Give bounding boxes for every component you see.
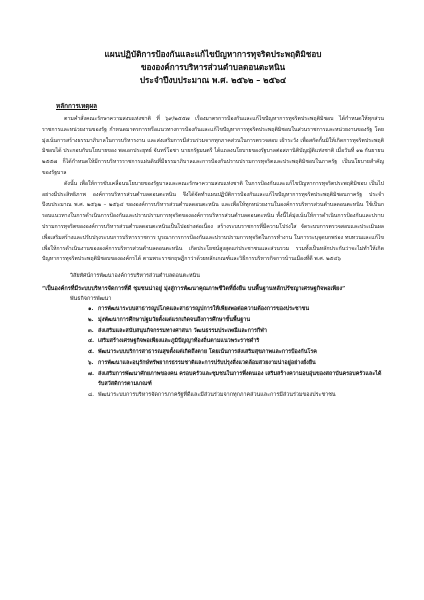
- paragraph-1: ตามคำสั่งคณะรักษาความสงบแห่งชาติ ที่ ๖๙/๒๕๕๗ เรื่องมาตรการป้องกันและแก้ไขปัญหาการทุจริตประพฤติมิชอบ ได้กำหนดให้ทุกส่วนราชการและหน่วยงานของรัฐ กำหนดมาตรการหรือแนวทางการป้องกันและแก้ไขปัญหาการทุจริตประพฤติมิชอบในส่วนราชการและหน่วยงานของรัฐ โดยมุ่งเน้นการสร้างธรรมาภิบาลในการบริหารงาน และส่งเสริมการมีส่วนร่วมจากทุกภาคส่วนในการตรวจสอบ เฝ้าระวัง เพื่อสกัดกั้นมิให้เกิดการทุจริตประพฤติมิชอบได้ ประกอบกับนโยบายของ พลเอกประยุทธ์ จันทร์โอชา นายกรัฐมนตรี ได้แถลงนโยบายของรัฐบาลต่อสภานิติบัญญัติแห่งชาติ เมื่อวันที่ ๑๒ กันยายน ๒๕๕๗ ก็ได้กำหนดให้มีการบริหารราชการแผ่นดินที่มีธรรมาภิบาลและการป้องกันปราบปรามการทุจริตและประพฤติมิชอบในภาครัฐ เป็นนโยบายสำคัญของรัฐบาล: [42, 116, 384, 176]
- mission-item-3: ๓. ส่งเสริมและสนับสนุนกิจกรรมทางศาสนา วัฒนธรรมประเพณีและการกีฬา: [88, 327, 267, 334]
- mission-label: พันธกิจการพัฒนา: [70, 295, 112, 302]
- vision-text: “เป็นองค์กรที่มีระบบบริหารจัดการที่ดี ชุมชนน่าอยู่ มุ่งสู่การพัฒนาคุณภาพชีวิตที่ยั่งยืน บนพื้นฐานหลักปรัชญาเศรษฐกิจพอเพียง”: [42, 285, 346, 292]
- mission-item-6: ๖. การพัฒนาและอนุรักษ์ทรัพยากรธรรมชาติและการปรับปรุงสิ่งแวดล้อมสวยงามน่าอยู่อย่างยั่งยืน: [88, 359, 316, 366]
- mission-item-1: ๑. การพัฒนาระบบสาธารณูปโภคและสาธารณูปการให้เพียงพอต่อความต้องการของประชาชน: [88, 306, 310, 313]
- mission-item-7: ๗. ส่งเสริมการพัฒนาศักยภาพของคน ครอบครัวและชุมชนในการพึ่งตนเอง เสริมสร้างความอบอุ่นของสถาบันครอบครัวและได้รับสวัสดิการตามเกณฑ์: [88, 370, 382, 388]
- vision-label: วิสัยทัศน์การพัฒนาองค์การบริหารส่วนตำบลดอนตะหนิน: [70, 273, 200, 280]
- mission-list: [42, 304, 384, 400]
- paragraph-2: ดังนั้น เพื่อให้การขับเคลื่อนนโยบายของรัฐบาลและคณะรักษาความสงบแห่งชาติ ในการป้องกันและแก้ไขปัญหาการทุจริตประพฤติมิชอบ เป็นไปอย่างมีประสิทธิภาพ องค์การบริหารส่วนตำบลดอนตะหนิน จึงได้จัดทำแผนปฏิบัติการป้องกันและแก้ไขปัญหาการทุจริตประพฤติมิชอบภาครัฐ ประจำปีงบประมาณ พ.ศ. ๒๕๖๒ – ๒๕๖๔ ขององค์การบริหารส่วนตำบลดอนตะหนิน และเพื่อให้ทุกหน่วยงานในองค์การบริหารส่วนตำบลดอนตะหนิน ใช้เป็นกรอบแนวทางในการดำเนินการป้องกันและปราบปรามการทุจริตขององค์การบริหารส่วนตำบลดอนตะหนิน ทั้งนี้ได้มุ่งเน้นให้การดำเนินการป้องกันและปราบปรามการทุจริตขององค์การบริหารส่วนตำบลดอนตะหนินเป็นไปอย่างต่อเนื่อง สร้างระบบราชการที่มีความโปร่งใส จัดระบบการตรวจสอบและประเมินผลเพื่อเสริมสร้างและปรับปรุงระบบการบริหารราชการ บูรณาการการป้องกันและปราบปรามการทุจริตในการทำงาน ในการระบุจุดบกพร่อง ทบทวนและแก้ไขเพื่อให้การดำเนินงานขององค์การบริหารส่วนตำบลดอนตะหนิน เกิดประโยชน์สูงสุดแก่ประชาชนและส่วนรวม รวมทั้งเป็นหลักประกันว่าจะไม่ทำให้เกิดปัญหาการทุจริตประพฤติมิชอบขององค์กรได้ ตามพระราชกฤษฎีกาว่าด้วยหลักเกณฑ์และวิธีการบริหารกิจการบ้านเมืองที่ดี พ.ศ. ๒๕๔๖: [42, 180, 384, 263]
- doc-title-line3: ประจำปีงบประมาณ พ.ศ. ๒๕๖๒ – ๒๕๖๔: [139, 75, 287, 85]
- mission-item-8: ๘. พัฒนาระบบการบริหารจัดการภาครัฐที่ดีและมีส่วนร่วมจากทุกภาคส่วนและการมีส่วนร่วมของประชาชน: [88, 392, 336, 398]
- mission-item-2: ๒. มุ่งพัฒนาการศึกษาปฐมวัยตั้งแต่แรกเกิดจนถึงการศึกษาขั้นพื้นฐาน: [88, 317, 251, 324]
- doc-title-line2: ขององค์การบริหารส่วนตำบลดอนตะหนิน: [140, 62, 286, 72]
- mission-item-4: ๔. เสริมสร้างเศรษฐกิจพอเพียงและภูมิปัญญาท้องถิ่นตามแนวพระราชดำริ: [88, 338, 260, 345]
- mission-item-5: ๕. พัฒนาระบบบริการสาธารณสุขตั้งแต่เกิดถึงตาย โดยเน้นการส่งเสริมสุขภาพและการป้องกันโรค: [88, 349, 317, 356]
- section-heading-rationale: หลักการเหตุผล: [56, 102, 98, 110]
- doc-title-line1: แผนปฏิบัติการป้องกันและแก้ไขปัญหาการทุจริตประพฤติมิชอบ: [104, 49, 322, 59]
